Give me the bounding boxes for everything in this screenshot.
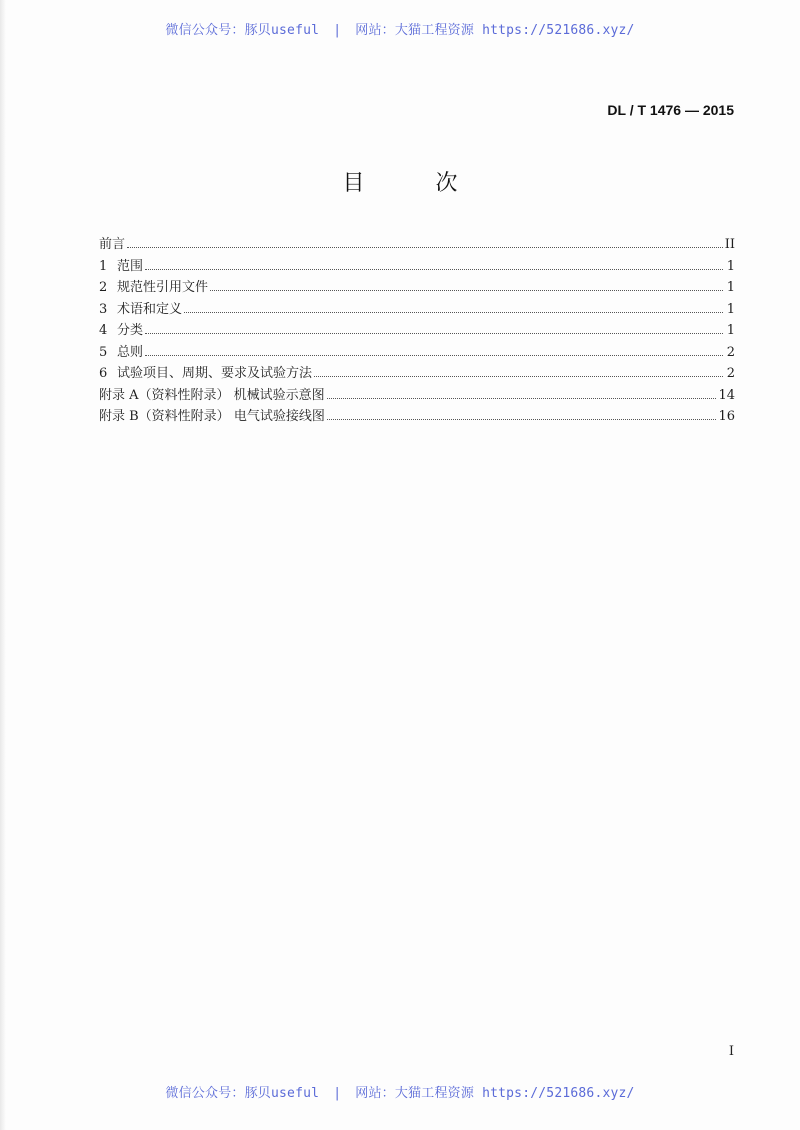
toc-entry-2[interactable] — [99, 277, 735, 299]
toc-dot-leader — [327, 419, 717, 420]
toc-entry-appendix-b[interactable] — [99, 406, 735, 428]
toc-entry-label: 附录 B（资料性附录） 电气试验接线图 — [99, 409, 325, 424]
page-number: I — [728, 1044, 734, 1059]
toc-title: 目 次 — [342, 171, 490, 196]
toc-entry-page: II — [724, 237, 735, 252]
toc-entry-number: 5 — [99, 344, 108, 360]
toc-entry-number: 6 — [99, 366, 108, 381]
toc-entry-label: 总则 — [117, 344, 144, 360]
toc-entry-6[interactable] — [99, 363, 735, 385]
toc-entry-page: 1 — [726, 280, 735, 295]
toc-dot-leader — [127, 247, 723, 248]
toc-entry-3[interactable] — [99, 299, 735, 321]
toc-entry-number: 3 — [99, 301, 108, 317]
toc-entry-label: 分类 — [117, 323, 144, 338]
toc-dot-leader — [184, 312, 723, 313]
toc-entry-page: 14 — [718, 387, 735, 403]
toc-entry-1[interactable] — [99, 256, 735, 278]
toc-entry-page: 16 — [718, 409, 735, 424]
toc-dot-leader — [210, 290, 723, 291]
toc-dot-leader — [145, 269, 723, 270]
toc-entry-number: 4 — [99, 323, 108, 338]
top-watermark-banner — [0, 19, 800, 38]
banner-wechat-text: 微信公众号：豚贝useful — [165, 1086, 320, 1101]
bottom-watermark-banner — [0, 1082, 800, 1101]
toc-entry-foreword[interactable] — [99, 234, 735, 256]
toc-entry-appendix-a[interactable] — [99, 385, 735, 407]
toc-entry-label: 前言 — [99, 237, 126, 252]
banner-separator: | — [333, 23, 342, 38]
banner-wechat-text: 微信公众号：豚贝useful — [165, 23, 320, 38]
toc-entry-number: 1 — [99, 258, 108, 274]
toc-entry-number: 2 — [99, 280, 108, 295]
banner-separator: | — [333, 1086, 342, 1101]
table-of-contents — [99, 234, 735, 428]
banner-site-text: 网站：大猫工程资源 https://521686.xyz/ — [355, 1086, 635, 1101]
toc-dot-leader — [314, 376, 723, 377]
toc-entry-page: 2 — [726, 344, 735, 360]
banner-site-text: 网站：大猫工程资源 https://521686.xyz/ — [355, 23, 635, 38]
toc-dot-leader — [145, 333, 723, 334]
toc-entry-page: 1 — [726, 258, 735, 274]
toc-entry-label: 试验项目、周期、要求及试验方法 — [117, 366, 313, 381]
toc-entry-label: 范围 — [117, 258, 144, 274]
standard-code: DL / T 1476 — 2015 — [607, 102, 734, 118]
toc-entry-4[interactable] — [99, 320, 735, 342]
toc-entry-5[interactable] — [99, 342, 735, 364]
toc-entry-page: 1 — [726, 301, 735, 317]
toc-dot-leader — [145, 355, 723, 356]
toc-entry-label: 术语和定义 — [117, 301, 183, 317]
toc-entry-label: 附录 A（资料性附录） 机械试验示意图 — [99, 387, 325, 403]
toc-entry-label: 规范性引用文件 — [117, 280, 209, 295]
toc-entry-page: 1 — [726, 323, 735, 338]
toc-dot-leader — [327, 398, 717, 399]
toc-entry-page: 2 — [726, 366, 735, 381]
